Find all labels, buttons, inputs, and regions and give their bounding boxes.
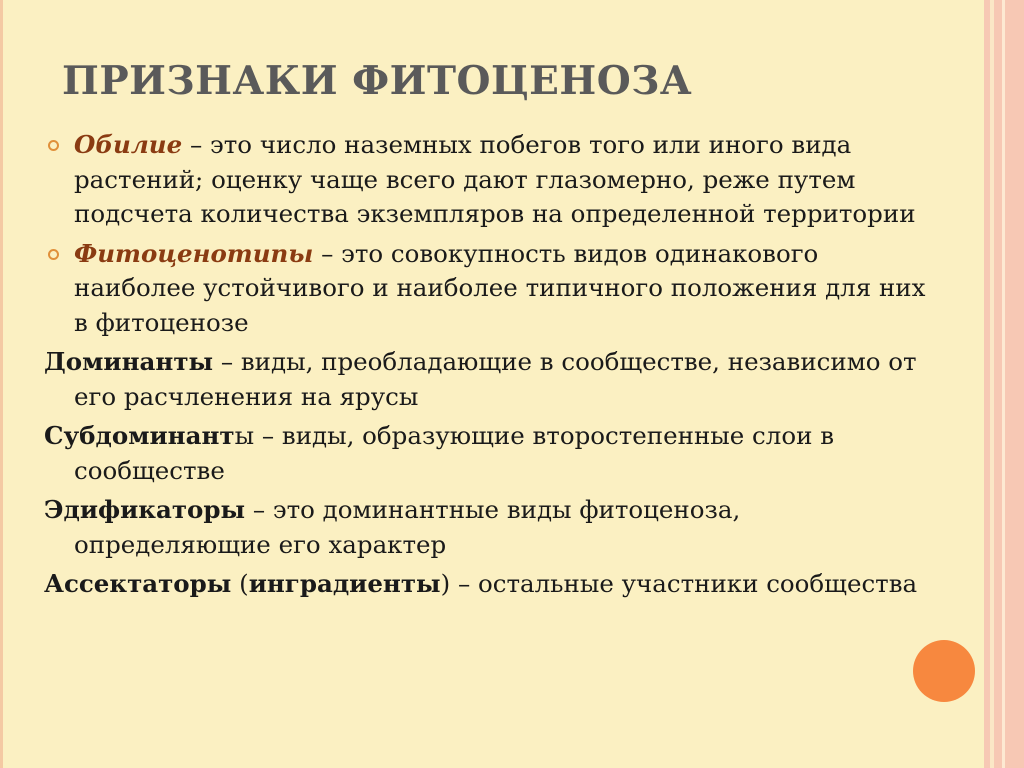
left-edge-decoration <box>0 0 3 768</box>
term-ingredients: инградиенты <box>248 569 441 598</box>
definition-assectators: ) – остальные участники сообщества <box>440 569 918 598</box>
list-item-phytocenotypes <box>44 237 944 341</box>
definition-phytocenotypes: – это совокупность видов одинакового наиболее устойчивого и наиболее типичного положения для них в фитоценозе <box>74 238 926 337</box>
term-subdominants: Субдоминант <box>44 421 235 450</box>
term-assectators: Ассектаторы <box>44 569 232 598</box>
slide-content <box>44 128 944 607</box>
definition-edificators: – это доминантные виды фитоценоза, определяющие его характер <box>74 495 741 559</box>
definition-dominants: – виды, преобладающие в сообществе, независимо от его расчленения на ярусы <box>74 347 917 411</box>
hollow-circle-bullet-icon <box>48 249 59 260</box>
term-abundance: Обилие <box>74 130 183 159</box>
paren-open: ( <box>231 569 249 598</box>
hollow-circle-bullet-icon <box>48 140 59 151</box>
term-subdominants-suffix: ы <box>234 421 255 450</box>
list-item-edificators <box>44 493 944 562</box>
list-item-assectators <box>44 567 944 602</box>
orange-circle-decoration <box>913 640 975 702</box>
term-phytocenotypes: Фитоценотипы <box>74 238 314 268</box>
definition-subdominants: – виды, образующие второстепенные слои в сообществе <box>74 421 835 485</box>
term-edificators: Эдификаторы <box>44 495 246 524</box>
list-item-abundance <box>44 128 944 232</box>
right-border-decoration <box>984 0 1024 768</box>
list-item-dominants <box>44 345 944 414</box>
term-dominants: Доминанты <box>44 347 214 376</box>
slide-title: ПРИЗНАКИ ФИТОЦЕНОЗА <box>62 58 693 104</box>
definition-abundance: – это число наземных побегов того или иного вида растений; оценку чаще всего дают глазомерно, реже путем подсчета количества экземпляров на определенной территории <box>74 130 916 228</box>
list-item-subdominants <box>44 419 944 488</box>
